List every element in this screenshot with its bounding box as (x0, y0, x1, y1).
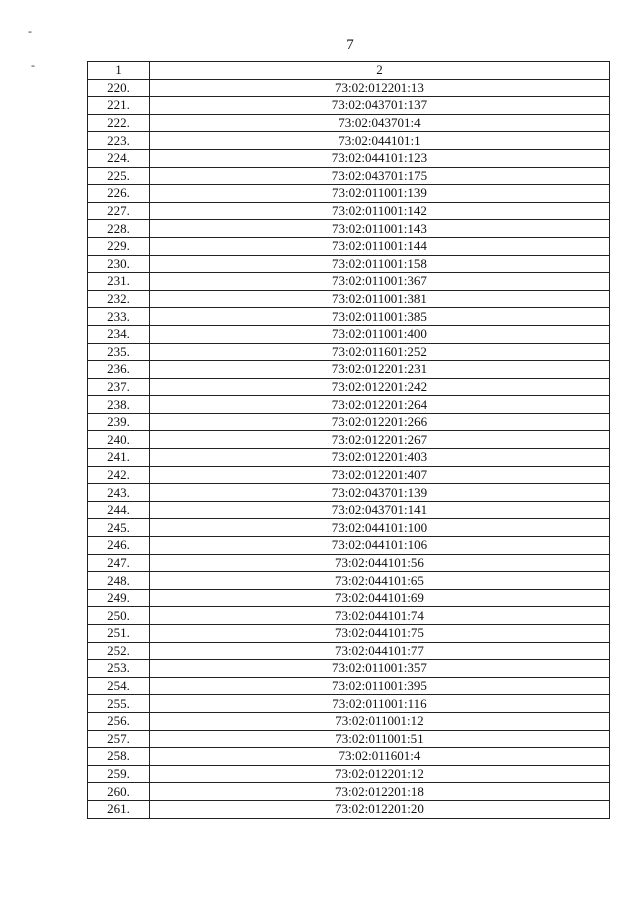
row-number-cell: 231. (88, 273, 150, 291)
table-row (88, 290, 610, 308)
cadastral-number-cell: 73:02:012201:264 (149, 396, 609, 414)
table-row (88, 501, 610, 519)
cadastral-number-cell: 73:02:012201:13 (149, 79, 609, 97)
column-header-cadastral: 2 (149, 62, 609, 80)
page-number: 7 (346, 37, 354, 53)
table-row (88, 748, 610, 766)
row-number-cell: 222. (88, 114, 150, 132)
cadastral-number-cell: 73:02:043701:4 (149, 114, 609, 132)
row-number-cell: 221. (88, 97, 150, 115)
cadastral-number-cell: 73:02:043701:141 (149, 501, 609, 519)
cadastral-number-cell: 73:02:011001:357 (149, 660, 609, 678)
table-row (88, 132, 610, 150)
cadastral-number-cell: 73:02:011001:400 (149, 325, 609, 343)
scan-mark-top: - (28, 24, 32, 38)
cadastral-number-cell: 73:02:043701:137 (149, 97, 609, 115)
table-row (88, 730, 610, 748)
table-row (88, 607, 610, 625)
table-row (88, 466, 610, 484)
row-number-cell: 226. (88, 185, 150, 203)
cadastral-number-cell: 73:02:012201:18 (149, 783, 609, 801)
table-row (88, 660, 610, 678)
cadastral-number-cell: 73:02:011001:395 (149, 677, 609, 695)
row-number-cell: 238. (88, 396, 150, 414)
row-number-cell: 248. (88, 572, 150, 590)
table-row (88, 343, 610, 361)
cadastral-number-cell: 73:02:011001:367 (149, 273, 609, 291)
cadastral-number-table (87, 61, 610, 819)
table-row (88, 783, 610, 801)
cadastral-number-cell: 73:02:012201:267 (149, 431, 609, 449)
row-number-cell: 224. (88, 149, 150, 167)
row-number-cell: 246. (88, 537, 150, 555)
table-row (88, 202, 610, 220)
row-number-cell: 233. (88, 308, 150, 326)
table-row (88, 537, 610, 555)
cadastral-number-cell: 73:02:012201:231 (149, 361, 609, 379)
cadastral-number-cell: 73:02:044101:123 (149, 149, 609, 167)
cadastral-number-cell: 73:02:043701:175 (149, 167, 609, 185)
table-row (88, 642, 610, 660)
table-row (88, 273, 610, 291)
table-row (88, 220, 610, 238)
table-row (88, 765, 610, 783)
row-number-cell: 252. (88, 642, 150, 660)
row-number-cell: 239. (88, 413, 150, 431)
table-row (88, 554, 610, 572)
table-row (88, 712, 610, 730)
table-row (88, 167, 610, 185)
table-row (88, 114, 610, 132)
table-row (88, 413, 610, 431)
row-number-cell: 227. (88, 202, 150, 220)
row-number-cell: 260. (88, 783, 150, 801)
row-number-cell: 242. (88, 466, 150, 484)
row-number-cell: 229. (88, 237, 150, 255)
cadastral-number-cell: 73:02:012201:266 (149, 413, 609, 431)
row-number-cell: 251. (88, 625, 150, 643)
cadastral-number-cell: 73:02:011601:4 (149, 748, 609, 766)
row-number-cell: 243. (88, 484, 150, 502)
row-number-cell: 254. (88, 677, 150, 695)
cadastral-number-cell: 73:02:044101:75 (149, 625, 609, 643)
table-row (88, 185, 610, 203)
table-row (88, 308, 610, 326)
table-header-row (88, 62, 610, 80)
table-row (88, 361, 610, 379)
table-row (88, 625, 610, 643)
row-number-cell: 225. (88, 167, 150, 185)
column-header-number: 1 (88, 62, 150, 80)
table-row (88, 589, 610, 607)
cadastral-number-cell: 73:02:011001:143 (149, 220, 609, 238)
table-row (88, 800, 610, 818)
row-number-cell: 230. (88, 255, 150, 273)
table-row (88, 484, 610, 502)
cadastral-number-cell: 73:02:012201:20 (149, 800, 609, 818)
table-row (88, 695, 610, 713)
cadastral-number-cell: 73:02:044101:69 (149, 589, 609, 607)
row-number-cell: 237. (88, 378, 150, 396)
table-row (88, 519, 610, 537)
table-row (88, 255, 610, 273)
row-number-cell: 255. (88, 695, 150, 713)
row-number-cell: 257. (88, 730, 150, 748)
cadastral-number-cell: 73:02:012201:407 (149, 466, 609, 484)
cadastral-number-cell: 73:02:044101:56 (149, 554, 609, 572)
row-number-cell: 256. (88, 712, 150, 730)
row-number-cell: 232. (88, 290, 150, 308)
cadastral-number-cell: 73:02:044101:100 (149, 519, 609, 537)
cadastral-number-cell: 73:02:011001:385 (149, 308, 609, 326)
cadastral-number-cell: 73:02:044101:65 (149, 572, 609, 590)
cadastral-number-cell: 73:02:011001:139 (149, 185, 609, 203)
cadastral-number-cell: 73:02:011001:12 (149, 712, 609, 730)
cadastral-number-cell: 73:02:044101:1 (149, 132, 609, 150)
cadastral-number-cell: 73:02:044101:74 (149, 607, 609, 625)
table-row (88, 449, 610, 467)
row-number-cell: 250. (88, 607, 150, 625)
cadastral-number-cell: 73:02:012201:403 (149, 449, 609, 467)
cadastral-number-cell: 73:02:011001:116 (149, 695, 609, 713)
row-number-cell: 259. (88, 765, 150, 783)
table-row (88, 396, 610, 414)
table-row (88, 431, 610, 449)
table-row (88, 149, 610, 167)
row-number-cell: 236. (88, 361, 150, 379)
row-number-cell: 240. (88, 431, 150, 449)
row-number-cell: 234. (88, 325, 150, 343)
row-number-cell: 245. (88, 519, 150, 537)
row-number-cell: 223. (88, 132, 150, 150)
row-number-cell: 228. (88, 220, 150, 238)
cadastral-number-cell: 73:02:011001:51 (149, 730, 609, 748)
cadastral-number-cell: 73:02:012201:242 (149, 378, 609, 396)
row-number-cell: 247. (88, 554, 150, 572)
table-row (88, 325, 610, 343)
table-row (88, 79, 610, 97)
cadastral-number-cell: 73:02:011001:381 (149, 290, 609, 308)
row-number-cell: 241. (88, 449, 150, 467)
table-row (88, 378, 610, 396)
row-number-cell: 235. (88, 343, 150, 361)
table-body (88, 79, 610, 818)
cadastral-number-cell: 73:02:011001:144 (149, 237, 609, 255)
row-number-cell: 249. (88, 589, 150, 607)
table-row (88, 572, 610, 590)
cadastral-number-cell: 73:02:011601:252 (149, 343, 609, 361)
scan-mark-bottom: - (31, 58, 35, 72)
cadastral-number-cell: 73:02:012201:12 (149, 765, 609, 783)
row-number-cell: 261. (88, 800, 150, 818)
row-number-cell: 258. (88, 748, 150, 766)
cadastral-number-cell: 73:02:044101:77 (149, 642, 609, 660)
cadastral-number-cell: 73:02:044101:106 (149, 537, 609, 555)
cadastral-number-cell: 73:02:043701:139 (149, 484, 609, 502)
cadastral-number-cell: 73:02:011001:142 (149, 202, 609, 220)
table-row (88, 677, 610, 695)
cadastral-number-cell: 73:02:011001:158 (149, 255, 609, 273)
row-number-cell: 253. (88, 660, 150, 678)
row-number-cell: 244. (88, 501, 150, 519)
table-row (88, 97, 610, 115)
table-row (88, 237, 610, 255)
row-number-cell: 220. (88, 79, 150, 97)
